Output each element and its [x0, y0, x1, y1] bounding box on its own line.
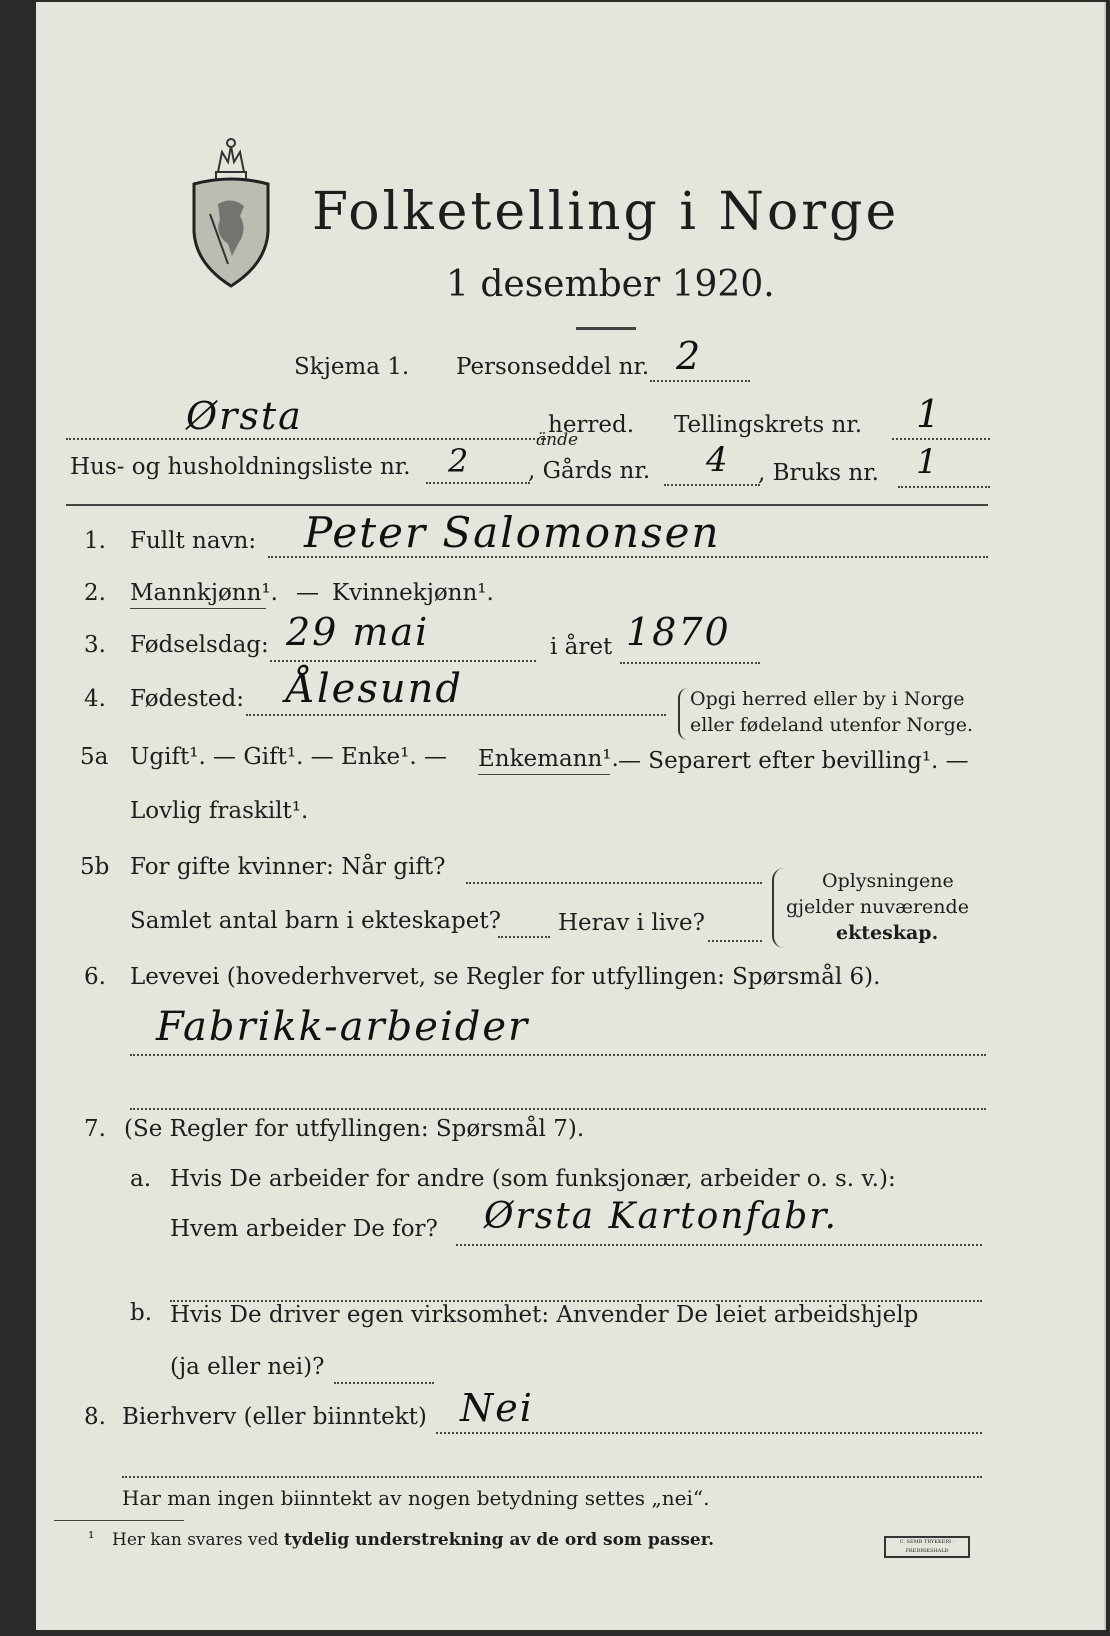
- full-name-value: Peter Salomonsen: [304, 508, 721, 557]
- title-divider: [576, 327, 636, 330]
- year-line: [620, 662, 760, 664]
- personseddel-value: 2: [676, 334, 703, 378]
- bruks-line: [898, 486, 990, 488]
- q7b-line-1: Hvis De driver egen virksomhet: Anvender De leiet arbeidshjelp: [170, 1302, 919, 1328]
- footnote-text-a: Her kan svares ved: [112, 1530, 279, 1550]
- gender-male-underline: [130, 608, 266, 609]
- tellingskrets-value: 1: [916, 392, 943, 436]
- hus-line: [426, 482, 530, 484]
- form-title: Folketelling i Norge: [312, 182, 900, 242]
- q8-number: 8.: [84, 1404, 106, 1430]
- q3-number: 3.: [84, 632, 106, 658]
- q5b-line-2a: Samlet antal barn i ekteskapet?: [130, 908, 501, 934]
- footnote-text-b: tydelig understrekning av de ord som passer.: [284, 1530, 715, 1550]
- q4-note-2: eller fødeland utenfor Norge.: [690, 714, 974, 736]
- q3-label: Fødselsdag:: [130, 632, 269, 658]
- birthday-value: 29 mai: [286, 610, 430, 654]
- q7a-field: [456, 1244, 982, 1246]
- q5b-line-1-field: [466, 882, 762, 884]
- personseddel-line: [650, 380, 750, 382]
- q6-label: Levevei (hovederhvervet, se Regler for utfyllingen: Spørsmål 6).: [130, 964, 881, 990]
- q8-field: [436, 1432, 982, 1434]
- q7b-field: [334, 1382, 434, 1384]
- q7b-number: b.: [130, 1300, 153, 1326]
- footnote-mark: ¹: [88, 1528, 95, 1547]
- herred-line: [66, 438, 546, 440]
- gards-value: 4: [706, 440, 730, 480]
- coat-of-arms-icon: [188, 134, 274, 290]
- bruks-label: , Bruks nr.: [758, 460, 879, 486]
- herred-label: herred.: [548, 412, 635, 438]
- q4-number: 4.: [84, 686, 106, 712]
- q5b-live-field: [708, 940, 762, 942]
- marital-enkemann: Enkemann¹.: [478, 746, 619, 772]
- q7-label: (Se Regler for utfyllingen: Spørsmål 7).: [124, 1116, 585, 1142]
- q7a-line-2: Hvem arbeider De for?: [170, 1216, 438, 1242]
- birth-year-value: 1870: [626, 610, 731, 654]
- hus-annotation: ände: [536, 430, 579, 450]
- q4-line: [246, 714, 666, 716]
- footnote-rule: [54, 1520, 184, 1521]
- q4-label: Fødested:: [130, 686, 245, 712]
- census-date: 1 desember 1920.: [446, 264, 775, 305]
- q7a-line-1: Hvis De arbeider for andre (som funksjonær, arbeider o. s. v.):: [170, 1166, 896, 1192]
- bruks-value: 1: [916, 442, 940, 482]
- q8-label: Bierhverv (eller biinntekt): [122, 1404, 427, 1430]
- q5b-line-2b: Herav i live?: [558, 910, 705, 936]
- q1-label: Fullt navn:: [130, 528, 257, 554]
- census-form: [36, 2, 1106, 1630]
- q5b-note-2: gjelder nuværende: [786, 896, 969, 918]
- schema-label: Skjema 1.: [294, 354, 410, 380]
- marital-options-2: — Separert efter bevilling¹. —: [618, 748, 969, 774]
- gender-female: Kvinnekjønn¹.: [332, 580, 494, 606]
- q4-note-1: Opgi herred eller by i Norge: [690, 688, 965, 710]
- header-rule: [66, 504, 988, 506]
- personseddel-label: Personseddel nr.: [456, 354, 650, 380]
- q6-line-1: [130, 1054, 986, 1056]
- q5b-note-1: Oplysningene: [822, 870, 954, 892]
- employer-value: Ørsta Kartonfabr.: [484, 1196, 838, 1237]
- gards-line: [664, 484, 760, 486]
- marital-options-1: Ugift¹. — Gift¹. — Enke¹. —: [130, 744, 448, 770]
- side-income-value: Nei: [460, 1386, 534, 1430]
- q7a-number: a.: [130, 1166, 152, 1192]
- q6-number: 6.: [84, 964, 106, 990]
- gender-separator: —: [296, 580, 319, 606]
- birthplace-value: Ålesund: [286, 666, 464, 712]
- hus-label: Hus- og husholdningsliste nr.: [70, 454, 411, 480]
- occupation-value: Fabrikk-arbeider: [156, 1004, 530, 1050]
- q5b-note-3: ekteskap.: [836, 922, 939, 944]
- gards-label: , Gårds nr.: [528, 458, 651, 484]
- tellingskrets-line: [892, 438, 990, 440]
- q5b-number: 5b: [80, 854, 110, 880]
- q6-line-2: [130, 1108, 986, 1110]
- enkemann-underline: [478, 774, 610, 775]
- q7-number: 7.: [84, 1116, 106, 1142]
- gender-male: Mannkjønn¹.: [130, 580, 278, 606]
- q5b-line-1: For gifte kvinner: Når gift?: [130, 854, 446, 880]
- q5b-brace: [772, 868, 784, 948]
- hus-value: 2: [448, 442, 471, 480]
- q3-line: [270, 660, 536, 662]
- herred-value: Ørsta: [186, 394, 303, 438]
- q5b-barn-field: [498, 936, 550, 938]
- printer-stamp: C. SEMB TRYKKERI · FREDRIKSHALD: [884, 1536, 970, 1558]
- bottom-note: Har man ingen biinntekt av nogen betydning settes „nei“.: [122, 1486, 710, 1510]
- q2-number: 2.: [84, 580, 106, 606]
- year-label: i året: [550, 634, 613, 660]
- q5a-number: 5a: [80, 744, 109, 770]
- q4-brace: [678, 688, 688, 740]
- tellingskrets-label: Tellingskrets nr.: [674, 412, 863, 438]
- q7b-line-2: (ja eller nei)?: [170, 1354, 325, 1380]
- q8-line-2: [122, 1476, 982, 1478]
- q1-number: 1.: [84, 528, 106, 554]
- marital-options-3: Lovlig fraskilt¹.: [130, 798, 309, 824]
